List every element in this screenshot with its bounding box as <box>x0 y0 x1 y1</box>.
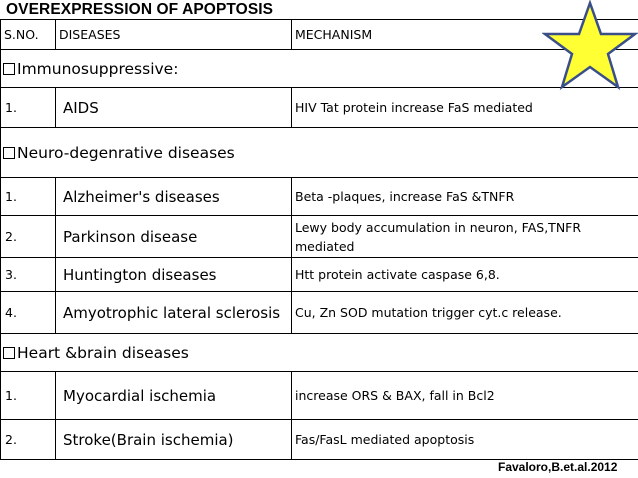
row-mechanism: Htt protein activate caspase 6,8. <box>292 258 638 292</box>
row-disease: Huntington diseases <box>56 258 292 292</box>
row-number: 1. <box>1 88 56 128</box>
checkbox-square-icon <box>3 347 15 359</box>
checkbox-square-icon <box>3 147 15 159</box>
table-row <box>1 258 638 292</box>
row-mechanism: HIV Tat protein increase FaS mediated <box>292 88 638 128</box>
star-shape <box>545 3 635 87</box>
section-label: Immunosuppressive: <box>17 59 179 78</box>
table-row <box>1 372 638 420</box>
checkbox-square-icon <box>3 63 15 75</box>
table-row <box>1 216 638 258</box>
section-cell <box>1 128 638 178</box>
header-diseases: DISEASES <box>56 20 292 50</box>
section-label: Neuro-degenrative diseases <box>17 143 235 162</box>
section-label: Heart &brain diseases <box>17 343 189 362</box>
row-number: 1. <box>1 178 56 216</box>
row-disease: Parkinson disease <box>56 216 292 258</box>
row-number: 2. <box>1 216 56 258</box>
table-row <box>1 292 638 334</box>
row-disease: Myocardial ischemia <box>56 372 292 420</box>
header-mechanism: MECHANISM <box>292 20 638 50</box>
page-title: OVEREXPRESSION OF APOPTOSIS <box>6 1 274 18</box>
header-sno: S.NO. <box>1 20 56 50</box>
row-number: 4. <box>1 292 56 334</box>
row-number: 3. <box>1 258 56 292</box>
row-disease: Stroke(Brain ischemia) <box>56 420 292 460</box>
row-mechanism: Cu, Zn SOD mutation trigger cyt.c release. <box>292 292 638 334</box>
star-icon <box>542 0 638 92</box>
row-disease: AIDS <box>56 88 292 128</box>
section-cell <box>1 334 638 372</box>
section-row-heart-brain <box>1 334 638 372</box>
row-disease: Amyotrophic lateral sclerosis <box>56 292 292 334</box>
citation: Favaloro,B.et.al.2012 <box>498 460 618 474</box>
row-mechanism: Beta -plaques, increase FaS &TNFR <box>292 178 638 216</box>
table-row <box>1 178 638 216</box>
row-mechanism: Fas/FasL mediated apoptosis <box>292 420 638 460</box>
section-row-neuro <box>1 128 638 178</box>
row-mechanism: Lewy body accumulation in neuron, FAS,TNFR mediated <box>292 216 638 258</box>
row-number: 1. <box>1 372 56 420</box>
row-mechanism: increase ORS & BAX, fall in Bcl2 <box>292 372 638 420</box>
table-row <box>1 420 638 460</box>
row-disease: Alzheimer's diseases <box>56 178 292 216</box>
table-row <box>1 88 638 128</box>
row-number: 2. <box>1 420 56 460</box>
